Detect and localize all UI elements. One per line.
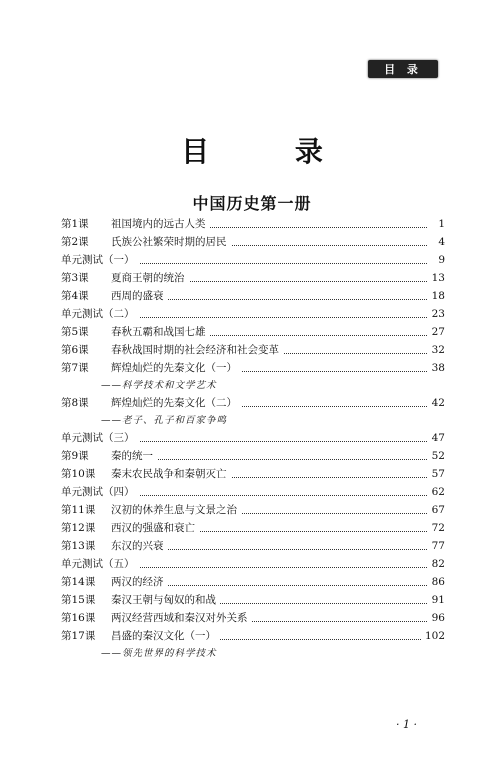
page-number: · 1 · (396, 718, 417, 731)
toc-entry-label (61, 591, 220, 609)
lesson-title: 单元测试（三） (61, 432, 135, 444)
toc-entry[interactable] (61, 269, 445, 287)
toc-subtitle (61, 377, 445, 394)
page-ref: 18 (428, 287, 445, 305)
toc-subtitle (61, 645, 445, 662)
lesson-number: 第4课 (61, 290, 89, 302)
lesson-title: 昌盛的秦汉文化（一） (111, 630, 216, 642)
toc-entry[interactable] (61, 519, 445, 537)
lesson-title: 辉煌灿烂的先秦文化（一） (111, 362, 237, 374)
toc-entry[interactable] (61, 573, 445, 591)
toc-entry[interactable] (61, 233, 445, 251)
page-ref: 23 (428, 305, 445, 323)
toc-entry[interactable] (61, 341, 445, 359)
page-ref: 38 (428, 359, 445, 377)
toc-subtitle-text: ——科学技术和文学艺术 (101, 377, 221, 394)
book-title: 中国历史第一册 (192, 194, 312, 213)
toc-entry[interactable] (61, 627, 445, 645)
toc-entry[interactable] (61, 323, 445, 341)
lesson-number: 第3课 (61, 272, 89, 284)
toc-entry[interactable] (61, 537, 445, 555)
toc-entry-label (61, 465, 231, 483)
page-title: 目 录 (181, 135, 361, 168)
lesson-number: 第6课 (61, 344, 89, 356)
lesson-title: 夏商王朝的统治 (111, 272, 185, 284)
page-ref: 27 (428, 323, 445, 341)
toc-entry[interactable] (61, 555, 445, 573)
lesson-title: 氏族公社繁荣时期的居民 (111, 236, 227, 248)
toc-subtitle (61, 412, 445, 429)
lesson-title: 汉初的休养生息与文景之治 (111, 504, 237, 516)
toc-entry[interactable] (61, 359, 445, 377)
lesson-title: 两汉的经济 (111, 576, 164, 588)
lesson-title: 单元测试（二） (61, 308, 135, 320)
lesson-number: 第16课 (61, 612, 96, 624)
page-ref: 67 (428, 501, 445, 519)
lesson-title: 秦的统一 (111, 450, 153, 462)
section-stamp: 目 录 (368, 60, 438, 78)
toc-entry-label (61, 251, 139, 269)
toc-entry[interactable] (61, 251, 445, 269)
lesson-number: 第5课 (61, 326, 89, 338)
lesson-title: 春秋战国时期的社会经济和社会变革 (111, 344, 279, 356)
page-ref: 57 (428, 465, 445, 483)
lesson-number: 第8课 (61, 397, 89, 409)
toc-entry[interactable] (61, 483, 445, 501)
lesson-title: 单元测试（四） (61, 486, 135, 498)
page-ref: 86 (428, 573, 445, 591)
lesson-title: 西周的盛衰 (111, 290, 164, 302)
lesson-title: 祖国境内的远古人类 (111, 218, 206, 230)
toc-subtitle-text: ——领先世界的科学技术 (101, 645, 221, 662)
lesson-number: 第1课 (61, 218, 89, 230)
lesson-number: 第12课 (61, 522, 96, 534)
page-ref: 102 (421, 627, 445, 645)
toc-entry[interactable] (61, 591, 445, 609)
lesson-number: 第14课 (61, 576, 96, 588)
toc-entry-label (61, 269, 189, 287)
toc-entry-label (61, 305, 139, 323)
toc-entry-label (61, 341, 283, 359)
toc-entry[interactable] (61, 287, 445, 305)
lesson-number: 第7课 (61, 362, 89, 374)
lesson-number: 第13课 (61, 540, 96, 552)
toc-entry-label (61, 555, 139, 573)
lesson-title: 秦汉王朝与匈奴的和战 (111, 594, 216, 606)
lesson-title: 单元测试（五） (61, 558, 135, 570)
page-ref: 96 (428, 609, 445, 627)
page-ref: 77 (428, 537, 445, 555)
page-ref: 91 (428, 591, 445, 609)
toc-subtitle-text: ——老子、孔子和百家争鸣 (101, 412, 231, 429)
lesson-title: 单元测试（一） (61, 254, 135, 266)
page-ref: 82 (428, 555, 445, 573)
table-of-contents (61, 215, 445, 662)
toc-entry-label (61, 215, 210, 233)
toc-entry-label (61, 447, 157, 465)
page-ref: 4 (434, 233, 445, 251)
toc-entry-label (61, 627, 220, 645)
toc-entry-label (61, 287, 168, 305)
toc-entry[interactable] (61, 215, 445, 233)
toc-entry-label (61, 359, 241, 377)
toc-entry[interactable] (61, 394, 445, 412)
lesson-number: 第17课 (61, 630, 96, 642)
lesson-title: 东汉的兴衰 (111, 540, 164, 552)
toc-entry-label (61, 609, 252, 627)
toc-entry[interactable] (61, 429, 445, 447)
page-ref: 13 (428, 269, 445, 287)
page-ref: 32 (428, 341, 445, 359)
page-ref: 9 (434, 251, 445, 269)
lesson-number: 第10课 (61, 468, 96, 480)
page-ref: 47 (428, 429, 445, 447)
toc-entry-label (61, 483, 139, 501)
toc-entry-label (61, 501, 241, 519)
page-ref: 1 (434, 215, 445, 233)
page-ref: 72 (428, 519, 445, 537)
lesson-number: 第9课 (61, 450, 89, 462)
toc-entry-label (61, 323, 210, 341)
lesson-number: 第2课 (61, 236, 89, 248)
toc-entry[interactable] (61, 501, 445, 519)
lesson-number: 第11课 (61, 504, 96, 516)
toc-entry[interactable] (61, 447, 445, 465)
toc-entry-label (61, 233, 231, 251)
toc-entry-label (61, 429, 139, 447)
page-ref: 52 (428, 447, 445, 465)
toc-entry[interactable] (61, 465, 445, 483)
toc-entry-label (61, 394, 241, 412)
toc-entry-label (61, 573, 168, 591)
lesson-title: 秦末农民战争和秦朝灭亡 (111, 468, 227, 480)
lesson-title: 春秋五霸和战国七雄 (111, 326, 206, 338)
page-ref: 62 (428, 483, 445, 501)
lesson-title: 西汉的强盛和衰亡 (111, 522, 195, 534)
toc-entry[interactable] (61, 609, 445, 627)
toc-entry[interactable] (61, 305, 445, 323)
toc-entry-label (61, 519, 199, 537)
lesson-number: 第15课 (61, 594, 96, 606)
lesson-title: 两汉经营西域和秦汉对外关系 (111, 612, 248, 624)
page-ref: 42 (428, 394, 445, 412)
lesson-title: 辉煌灿烂的先秦文化（二） (111, 397, 237, 409)
toc-entry-label (61, 537, 168, 555)
